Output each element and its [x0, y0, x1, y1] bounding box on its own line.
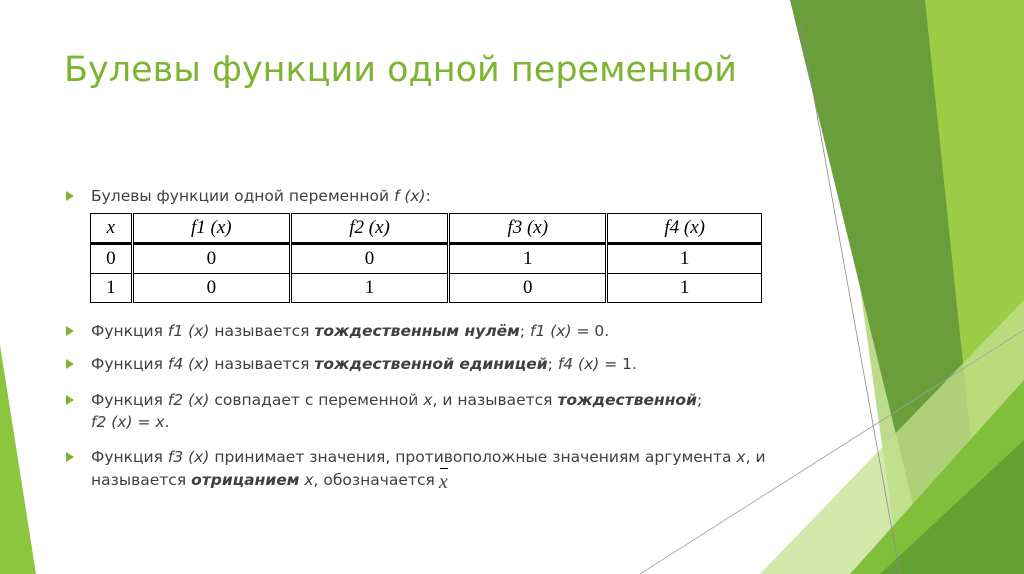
- text-run: ;: [519, 322, 531, 340]
- deco-shape-left-bottom: [0, 345, 36, 574]
- table-cell: 0: [290, 244, 448, 274]
- var-run: x: [304, 471, 314, 489]
- table-cell: 0: [91, 244, 133, 274]
- intro-label: Булевы функции одной переменной: [91, 187, 394, 205]
- func-run: f2 (x): [167, 391, 210, 409]
- intro-suffix: :: [425, 187, 431, 205]
- text-run: Функция: [91, 448, 168, 466]
- func-run: f3 (x): [167, 448, 210, 466]
- text-run: ;: [696, 391, 703, 409]
- negation-symbol: x: [438, 471, 448, 493]
- bullet-arrow-icon: [66, 395, 74, 405]
- term-run: отрицанием: [191, 471, 300, 489]
- text-run: , и называется: [432, 391, 558, 409]
- slide-title: Булевы функции одной переменной: [64, 50, 737, 90]
- table-cell: 1: [607, 244, 762, 274]
- table-header-row: [91, 214, 762, 244]
- term-run: тождественной единицей: [314, 355, 548, 373]
- header-cell: f4 (x): [607, 214, 762, 244]
- header-cell: f2 (x): [290, 214, 448, 244]
- text-run: = 1.: [599, 355, 637, 373]
- bullet-identity-one: [66, 353, 766, 375]
- truth-table: [90, 213, 762, 303]
- func-run: f1 (x): [530, 322, 572, 340]
- text-run: принимает значения, противоположные значениям аргумента: [209, 448, 737, 466]
- bullet-identity-zero: [66, 320, 766, 342]
- text-run: совпадает с переменной: [209, 391, 424, 409]
- text-run: Функция: [91, 391, 168, 409]
- func-run: f4 (x): [167, 355, 210, 373]
- text-run: называется: [209, 322, 315, 340]
- text-run: , обозначается: [313, 471, 435, 489]
- header-cell: f1 (x): [132, 214, 290, 244]
- bullet-arrow-icon: [66, 326, 74, 336]
- table-cell: 1: [607, 274, 762, 303]
- func-run: f2 (x) = x: [91, 413, 165, 431]
- bullet-text: [91, 320, 766, 342]
- term-run: тождественным нулём: [314, 322, 520, 340]
- bullet-text: [91, 353, 766, 375]
- bullet-negation: [66, 446, 766, 491]
- text-run: , и называется: [91, 448, 766, 489]
- var-run: x: [736, 448, 746, 466]
- bullet-text: [91, 389, 766, 433]
- intro-bullet: [66, 185, 766, 207]
- bullet-identity-function: [66, 389, 766, 433]
- bullet-text: [91, 446, 766, 491]
- header-cell: f3 (x): [449, 214, 607, 244]
- table-cell: 1: [290, 274, 448, 303]
- term-run: тождественной: [557, 391, 697, 409]
- header-cell: x: [91, 214, 133, 244]
- table-cell: 1: [91, 274, 133, 303]
- var-run: x: [423, 391, 433, 409]
- bullet-arrow-icon: [66, 191, 74, 201]
- bullet-arrow-icon: [66, 452, 74, 462]
- table-row: [91, 244, 762, 274]
- table-row: [91, 274, 762, 303]
- text-run: = 0.: [571, 322, 610, 340]
- table-cell: 0: [132, 274, 290, 303]
- bullet-arrow-icon: [66, 359, 74, 369]
- func-run: f1 (x): [167, 322, 210, 340]
- table-cell: 0: [449, 274, 607, 303]
- func-run: f4 (x): [557, 355, 600, 373]
- intro-text: [91, 185, 766, 207]
- text-run: называется: [209, 355, 315, 373]
- intro-func: f (x): [393, 187, 426, 205]
- text-run: ;: [547, 355, 558, 373]
- text-run: Функция: [91, 322, 168, 340]
- table-cell: 1: [449, 244, 607, 274]
- text-run: .: [164, 413, 170, 431]
- table-cell: 0: [132, 244, 290, 274]
- text-run: Функция: [91, 355, 168, 373]
